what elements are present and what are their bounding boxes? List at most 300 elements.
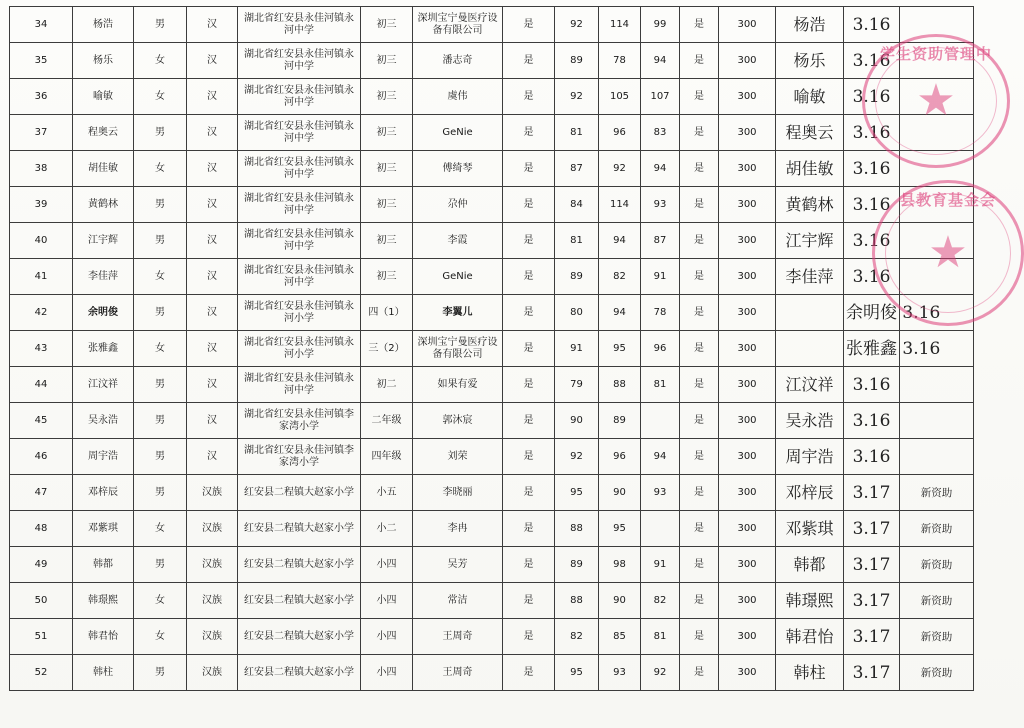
- table-row: [10, 7, 974, 43]
- table-row: [10, 655, 974, 691]
- cell-signed-date: 3.16: [844, 367, 900, 403]
- cell-score-a: 84: [555, 187, 599, 223]
- cell-ethnicity: 汉族: [187, 475, 238, 511]
- cell-signature: 江宇辉: [776, 223, 844, 259]
- cell-flag: 是: [503, 511, 555, 547]
- cell-signed-date: 张雅鑫 3.16: [844, 331, 900, 367]
- table-row: [10, 223, 974, 259]
- cell-flag: 是: [503, 115, 555, 151]
- cell-ethnicity: 汉: [187, 295, 238, 331]
- cell-row-number: 51: [10, 619, 73, 655]
- cell-score-c: 91: [641, 259, 680, 295]
- cell-flag: 是: [503, 367, 555, 403]
- cell-row-number: 41: [10, 259, 73, 295]
- cell-row-number: 39: [10, 187, 73, 223]
- cell-score-b: 95: [599, 331, 641, 367]
- cell-note: [900, 367, 974, 403]
- cell-row-number: 37: [10, 115, 73, 151]
- cell-gender: 男: [134, 187, 187, 223]
- cell-sponsor: 王周奇: [413, 619, 503, 655]
- cell-score-a: 88: [555, 583, 599, 619]
- cell-grade: 初三: [361, 43, 413, 79]
- cell-gender: 男: [134, 403, 187, 439]
- cell-status: 是: [680, 511, 719, 547]
- cell-grade: 四年级: [361, 439, 413, 475]
- cell-sponsor: 李霞: [413, 223, 503, 259]
- cell-signed-date: 3.17: [844, 655, 900, 691]
- table-row: [10, 259, 974, 295]
- cell-score-a: 92: [555, 439, 599, 475]
- cell-gender: 女: [134, 619, 187, 655]
- cell-row-number: 50: [10, 583, 73, 619]
- cell-score-c: [641, 511, 680, 547]
- cell-status: 是: [680, 223, 719, 259]
- cell-grade: 初二: [361, 367, 413, 403]
- cell-sponsor: 李冉: [413, 511, 503, 547]
- cell-gender: 男: [134, 547, 187, 583]
- cell-ethnicity: 汉: [187, 367, 238, 403]
- cell-signature: 杨乐: [776, 43, 844, 79]
- cell-score-c: 83: [641, 115, 680, 151]
- cell-row-number: 48: [10, 511, 73, 547]
- cell-score-a: 95: [555, 475, 599, 511]
- cell-student-name: 张雅鑫: [73, 331, 134, 367]
- cell-amount: 300: [719, 583, 776, 619]
- cell-status: 是: [680, 115, 719, 151]
- cell-amount: 300: [719, 547, 776, 583]
- cell-ethnicity: 汉: [187, 331, 238, 367]
- cell-status: 是: [680, 475, 719, 511]
- cell-score-b: 93: [599, 655, 641, 691]
- cell-student-name: 周宇浩: [73, 439, 134, 475]
- cell-sponsor: GeNie: [413, 115, 503, 151]
- cell-sponsor: 潘志奇: [413, 43, 503, 79]
- cell-student-name: 余明俊: [73, 295, 134, 331]
- cell-flag: 是: [503, 439, 555, 475]
- cell-grade: 初三: [361, 259, 413, 295]
- cell-status: 是: [680, 79, 719, 115]
- cell-score-a: 92: [555, 7, 599, 43]
- cell-gender: 男: [134, 475, 187, 511]
- cell-note: [900, 439, 974, 475]
- cell-sponsor: 刘荣: [413, 439, 503, 475]
- cell-score-a: 91: [555, 331, 599, 367]
- table-row: [10, 583, 974, 619]
- cell-signed-date: 3.16: [844, 7, 900, 43]
- cell-row-number: 35: [10, 43, 73, 79]
- cell-sponsor: 吴芳: [413, 547, 503, 583]
- cell-flag: 是: [503, 79, 555, 115]
- cell-ethnicity: 汉: [187, 187, 238, 223]
- cell-student-name: 邓紫琪: [73, 511, 134, 547]
- cell-score-c: 93: [641, 187, 680, 223]
- cell-gender: 男: [134, 7, 187, 43]
- cell-grade: 小四: [361, 619, 413, 655]
- table-row: [10, 79, 974, 115]
- cell-score-a: 88: [555, 511, 599, 547]
- table-row: [10, 115, 974, 151]
- seal-star-icon: ★: [928, 227, 968, 278]
- cell-row-number: 49: [10, 547, 73, 583]
- cell-ethnicity: 汉族: [187, 619, 238, 655]
- cell-signature: 邓紫琪: [776, 511, 844, 547]
- cell-signature: 杨浩: [776, 7, 844, 43]
- cell-gender: 女: [134, 511, 187, 547]
- cell-score-c: 87: [641, 223, 680, 259]
- cell-score-b: 96: [599, 439, 641, 475]
- cell-sponsor: 虞伟: [413, 79, 503, 115]
- cell-score-c: 99: [641, 7, 680, 43]
- cell-student-name: 韩都: [73, 547, 134, 583]
- cell-grade: 二年级: [361, 403, 413, 439]
- cell-school: 湖北省红安县永佳河镇李家湾小学: [238, 439, 361, 475]
- cell-score-c: 82: [641, 583, 680, 619]
- cell-flag: 是: [503, 223, 555, 259]
- cell-amount: 300: [719, 115, 776, 151]
- seal-text-top: 学生资助管理中: [879, 45, 992, 63]
- table-row: [10, 439, 974, 475]
- roster-body: [10, 7, 974, 691]
- cell-student-name: 邓梓辰: [73, 475, 134, 511]
- cell-score-c: 94: [641, 439, 680, 475]
- cell-note: [900, 115, 974, 151]
- cell-amount: 300: [719, 655, 776, 691]
- cell-status: 是: [680, 259, 719, 295]
- cell-note: [900, 79, 974, 115]
- cell-row-number: 36: [10, 79, 73, 115]
- cell-flag: 是: [503, 655, 555, 691]
- cell-note: 新资助: [900, 583, 974, 619]
- cell-grade: 小二: [361, 511, 413, 547]
- cell-student-name: 黄鹤林: [73, 187, 134, 223]
- cell-score-c: 93: [641, 475, 680, 511]
- cell-status: 是: [680, 151, 719, 187]
- cell-sponsor: 郭沐宸: [413, 403, 503, 439]
- cell-gender: 男: [134, 223, 187, 259]
- seal-text-bottom: 县教育基金会: [899, 191, 996, 209]
- cell-status: 是: [680, 655, 719, 691]
- cell-flag: 是: [503, 295, 555, 331]
- cell-note: [900, 7, 974, 43]
- cell-student-name: 杨乐: [73, 43, 134, 79]
- table-row: [10, 43, 974, 79]
- cell-signature: 江汶祥: [776, 367, 844, 403]
- cell-row-number: 42: [10, 295, 73, 331]
- cell-note: 新资助: [900, 547, 974, 583]
- cell-ethnicity: 汉: [187, 439, 238, 475]
- cell-signature: [776, 331, 844, 367]
- cell-flag: 是: [503, 7, 555, 43]
- cell-signed-date: 3.16: [844, 259, 900, 295]
- cell-status: 是: [680, 367, 719, 403]
- cell-gender: 男: [134, 295, 187, 331]
- cell-gender: 男: [134, 439, 187, 475]
- cell-score-b: 89: [599, 403, 641, 439]
- cell-score-b: 90: [599, 475, 641, 511]
- cell-student-name: 江汶祥: [73, 367, 134, 403]
- cell-note: [900, 223, 974, 259]
- cell-score-c: 78: [641, 295, 680, 331]
- cell-score-c: [641, 403, 680, 439]
- cell-score-a: 82: [555, 619, 599, 655]
- cell-signed-date: 余明俊 3.16: [844, 295, 900, 331]
- cell-student-name: 喻敏: [73, 79, 134, 115]
- cell-flag: 是: [503, 187, 555, 223]
- cell-grade: 初三: [361, 7, 413, 43]
- cell-gender: 女: [134, 151, 187, 187]
- table-row: [10, 619, 974, 655]
- cell-signed-date: 3.16: [844, 223, 900, 259]
- cell-row-number: 52: [10, 655, 73, 691]
- cell-grade: 初三: [361, 151, 413, 187]
- cell-note: 新资助: [900, 619, 974, 655]
- cell-status: 是: [680, 7, 719, 43]
- cell-signature: 胡佳敏: [776, 151, 844, 187]
- cell-sponsor: 王周奇: [413, 655, 503, 691]
- cell-flag: 是: [503, 151, 555, 187]
- cell-ethnicity: 汉: [187, 79, 238, 115]
- cell-status: 是: [680, 439, 719, 475]
- cell-row-number: 34: [10, 7, 73, 43]
- cell-signed-date: 3.16: [844, 403, 900, 439]
- table-row: [10, 403, 974, 439]
- cell-status: 是: [680, 187, 719, 223]
- table-row: [10, 187, 974, 223]
- cell-ethnicity: 汉族: [187, 547, 238, 583]
- cell-student-name: 程奥云: [73, 115, 134, 151]
- cell-amount: 300: [719, 223, 776, 259]
- cell-signed-date: 3.17: [844, 583, 900, 619]
- cell-score-c: 92: [641, 655, 680, 691]
- table-row: [10, 331, 974, 367]
- cell-score-c: 91: [641, 547, 680, 583]
- cell-score-b: 96: [599, 115, 641, 151]
- cell-ethnicity: 汉族: [187, 511, 238, 547]
- cell-signed-date: 3.16: [844, 79, 900, 115]
- cell-flag: 是: [503, 475, 555, 511]
- cell-score-b: 98: [599, 547, 641, 583]
- cell-ethnicity: 汉: [187, 7, 238, 43]
- cell-note: [900, 43, 974, 79]
- cell-score-a: 81: [555, 115, 599, 151]
- cell-signed-date: 3.16: [844, 151, 900, 187]
- cell-score-b: 82: [599, 259, 641, 295]
- cell-score-b: 114: [599, 7, 641, 43]
- cell-amount: 300: [719, 187, 776, 223]
- cell-amount: 300: [719, 331, 776, 367]
- cell-flag: 是: [503, 259, 555, 295]
- cell-grade: 小四: [361, 655, 413, 691]
- cell-score-b: 95: [599, 511, 641, 547]
- cell-score-b: 94: [599, 295, 641, 331]
- cell-school: 湖北省红安县永佳河镇永河中学: [238, 367, 361, 403]
- cell-row-number: 40: [10, 223, 73, 259]
- cell-grade: 初三: [361, 187, 413, 223]
- cell-signature: [776, 295, 844, 331]
- cell-grade: 四（1）: [361, 295, 413, 331]
- cell-signed-date: 3.17: [844, 619, 900, 655]
- cell-score-b: 90: [599, 583, 641, 619]
- cell-school: 红安县二程镇大赵家小学: [238, 547, 361, 583]
- cell-sponsor: 傅绮琴: [413, 151, 503, 187]
- cell-grade: 三（2）: [361, 331, 413, 367]
- cell-flag: 是: [503, 403, 555, 439]
- cell-score-c: 81: [641, 367, 680, 403]
- cell-gender: 女: [134, 43, 187, 79]
- cell-sponsor: 尕仲: [413, 187, 503, 223]
- cell-student-name: 韩君怡: [73, 619, 134, 655]
- cell-amount: 300: [719, 7, 776, 43]
- cell-amount: 300: [719, 403, 776, 439]
- cell-student-name: 江宇辉: [73, 223, 134, 259]
- cell-ethnicity: 汉: [187, 259, 238, 295]
- cell-score-b: 94: [599, 223, 641, 259]
- cell-sponsor: 常洁: [413, 583, 503, 619]
- cell-school: 湖北省红安县永佳河镇永河中学: [238, 259, 361, 295]
- student-aid-roster-table: [9, 6, 974, 691]
- cell-ethnicity: 汉族: [187, 655, 238, 691]
- cell-sponsor: GeNie: [413, 259, 503, 295]
- cell-grade: 小四: [361, 547, 413, 583]
- cell-score-b: 88: [599, 367, 641, 403]
- cell-gender: 女: [134, 79, 187, 115]
- cell-school: 湖北省红安县永佳河镇永河中学: [238, 43, 361, 79]
- cell-score-a: 81: [555, 223, 599, 259]
- cell-gender: 男: [134, 115, 187, 151]
- cell-amount: 300: [719, 259, 776, 295]
- cell-score-a: 89: [555, 259, 599, 295]
- table-row: [10, 511, 974, 547]
- cell-status: 是: [680, 295, 719, 331]
- cell-flag: 是: [503, 619, 555, 655]
- cell-status: 是: [680, 583, 719, 619]
- cell-grade: 初三: [361, 79, 413, 115]
- cell-amount: 300: [719, 439, 776, 475]
- cell-score-a: 80: [555, 295, 599, 331]
- table-row: [10, 547, 974, 583]
- cell-row-number: 38: [10, 151, 73, 187]
- seal-star-icon: ★: [916, 75, 956, 126]
- cell-signed-date: 3.16: [844, 439, 900, 475]
- cell-sponsor: 深圳宝宁曼医疗设备有限公司: [413, 331, 503, 367]
- cell-signature: 韩璟熙: [776, 583, 844, 619]
- cell-student-name: 韩柱: [73, 655, 134, 691]
- cell-school: 湖北省红安县永佳河镇永河中学: [238, 7, 361, 43]
- cell-score-a: 90: [555, 403, 599, 439]
- cell-school: 湖北省红安县永佳河镇永河小学: [238, 295, 361, 331]
- cell-signature: 黄鹤林: [776, 187, 844, 223]
- cell-flag: 是: [503, 331, 555, 367]
- cell-note: 新资助: [900, 475, 974, 511]
- cell-note: [900, 187, 974, 223]
- cell-signed-date: 3.17: [844, 511, 900, 547]
- cell-row-number: 45: [10, 403, 73, 439]
- cell-status: 是: [680, 331, 719, 367]
- cell-status: 是: [680, 547, 719, 583]
- cell-signed-date: 3.16: [844, 187, 900, 223]
- cell-school: 湖北省红安县永佳河镇永河小学: [238, 331, 361, 367]
- cell-score-c: 96: [641, 331, 680, 367]
- cell-ethnicity: 汉: [187, 223, 238, 259]
- cell-row-number: 44: [10, 367, 73, 403]
- cell-signed-date: 3.16: [844, 43, 900, 79]
- cell-signed-date: 3.17: [844, 547, 900, 583]
- cell-score-a: 87: [555, 151, 599, 187]
- cell-amount: 300: [719, 79, 776, 115]
- cell-score-a: 89: [555, 43, 599, 79]
- cell-score-a: 79: [555, 367, 599, 403]
- cell-ethnicity: 汉: [187, 403, 238, 439]
- table-row: [10, 367, 974, 403]
- cell-gender: 女: [134, 259, 187, 295]
- cell-student-name: 李佳萍: [73, 259, 134, 295]
- table-row: [10, 475, 974, 511]
- cell-amount: 300: [719, 43, 776, 79]
- cell-school: 湖北省红安县永佳河镇李家湾小学: [238, 403, 361, 439]
- cell-student-name: 胡佳敏: [73, 151, 134, 187]
- cell-school: 红安县二程镇大赵家小学: [238, 583, 361, 619]
- cell-signature: 周宇浩: [776, 439, 844, 475]
- cell-grade: 小四: [361, 583, 413, 619]
- cell-ethnicity: 汉族: [187, 583, 238, 619]
- cell-note: [900, 259, 974, 295]
- cell-amount: 300: [719, 619, 776, 655]
- cell-signature: 韩柱: [776, 655, 844, 691]
- cell-row-number: 43: [10, 331, 73, 367]
- cell-amount: 300: [719, 475, 776, 511]
- cell-note: [900, 403, 974, 439]
- cell-school: 湖北省红安县永佳河镇永河中学: [238, 151, 361, 187]
- cell-score-a: 95: [555, 655, 599, 691]
- cell-status: 是: [680, 403, 719, 439]
- cell-flag: 是: [503, 583, 555, 619]
- cell-signature: 韩都: [776, 547, 844, 583]
- cell-school: 湖北省红安县永佳河镇永河中学: [238, 223, 361, 259]
- cell-note: 新资助: [900, 511, 974, 547]
- cell-signature: 喻敏: [776, 79, 844, 115]
- cell-amount: 300: [719, 295, 776, 331]
- cell-gender: 男: [134, 367, 187, 403]
- cell-school: 湖北省红安县永佳河镇永河中学: [238, 79, 361, 115]
- cell-grade: 初三: [361, 115, 413, 151]
- cell-row-number: 46: [10, 439, 73, 475]
- cell-grade: 小五: [361, 475, 413, 511]
- cell-score-b: 85: [599, 619, 641, 655]
- cell-signature: 邓梓辰: [776, 475, 844, 511]
- cell-note: 新资助: [900, 655, 974, 691]
- cell-signed-date: 3.16: [844, 115, 900, 151]
- cell-school: 湖北省红安县永佳河镇永河中学: [238, 187, 361, 223]
- cell-school: 红安县二程镇大赵家小学: [238, 475, 361, 511]
- cell-score-b: 92: [599, 151, 641, 187]
- cell-signature: 韩君怡: [776, 619, 844, 655]
- cell-score-c: 94: [641, 151, 680, 187]
- cell-school: 红安县二程镇大赵家小学: [238, 655, 361, 691]
- cell-ethnicity: 汉: [187, 115, 238, 151]
- cell-sponsor: 李翼儿: [413, 295, 503, 331]
- cell-score-c: 107: [641, 79, 680, 115]
- cell-score-b: 105: [599, 79, 641, 115]
- cell-flag: 是: [503, 43, 555, 79]
- cell-amount: 300: [719, 367, 776, 403]
- cell-ethnicity: 汉: [187, 43, 238, 79]
- cell-signature: 程奥云: [776, 115, 844, 151]
- cell-score-a: 92: [555, 79, 599, 115]
- cell-status: 是: [680, 619, 719, 655]
- cell-school: 红安县二程镇大赵家小学: [238, 511, 361, 547]
- table-row: [10, 151, 974, 187]
- cell-status: 是: [680, 43, 719, 79]
